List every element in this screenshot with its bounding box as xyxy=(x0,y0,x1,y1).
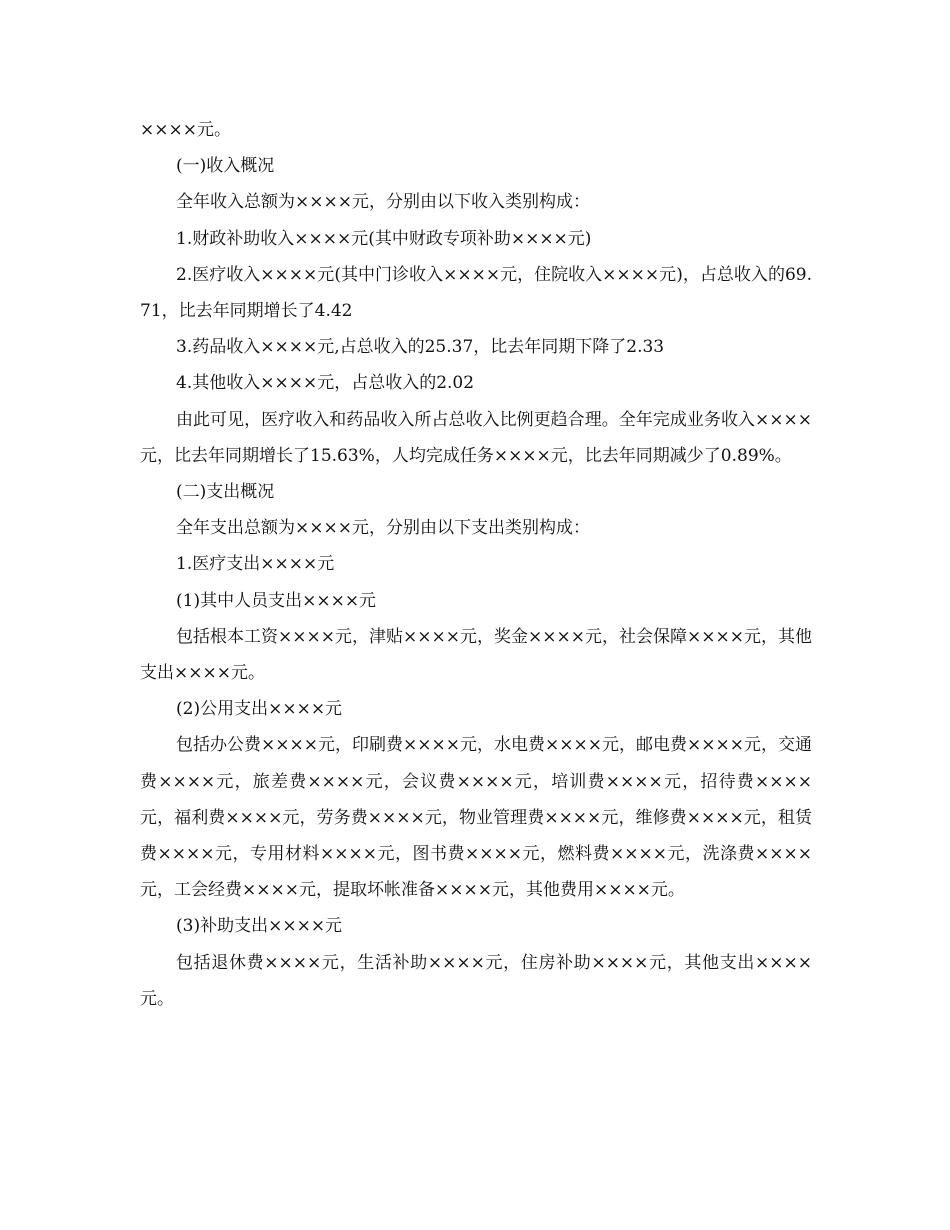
paragraph-public-detail: 包括办公费××××元，印刷费××××元，水电费××××元，邮电费××××元，交通费××××元，旅差费××××元，会议费××××元，培训费××××元，招待费××××元，福利费××××元，劳务费××××元，物业管理费××××元，维修费××××元，租赁费××××元，专用材料××××元，图书费××××元，燃料费××××元，洗涤费××××元，工会经费××××元，提取坏帐准备××××元，其他费用××××元。 xyxy=(140,735,812,901)
subheading-subsidy-expenditure: (3)补助支出××××元 xyxy=(176,916,343,937)
paragraph-continuation: ××××元。 xyxy=(140,120,231,140)
list-item-medical-income: 2.医疗收入××××元(其中门诊收入××××元，住院收入××××元)，占总收入的69.71，比去年同期增长了4.42 xyxy=(140,264,812,322)
subheading-public-expenditure: (2)公用支出××××元 xyxy=(176,699,343,720)
list-item-fiscal-subsidy: 1.财政补助收入××××元(其中财政专项补助××××元) xyxy=(176,228,592,249)
paragraph-income-total: 全年收入总额为××××元，分别由以下收入类别构成： xyxy=(176,192,590,213)
subheading-personnel-expenditure: (1)其中人员支出××××元 xyxy=(176,590,377,611)
paragraph-income-summary: 由此可见，医疗收入和药品收入所占总收入比例更趋合理。全年完成业务收入××××元，比去年同期增长了15.63%，人均完成任务××××元，比去年同期减少了0.89%。 xyxy=(140,409,812,466)
paragraph-subsidy-detail: 包括退休费××××元，生活补助××××元，住房补助××××元，其他支出××××元。 xyxy=(140,952,812,1009)
list-item-other-income: 4.其他收入××××元，占总收入的2.02 xyxy=(176,373,475,394)
list-item-medical-expenditure: 1.医疗支出××××元 xyxy=(176,554,335,575)
section-heading-income: (一)收入概况 xyxy=(176,156,275,177)
list-item-drug-income: 3.药品收入××××元,占总收入的25.37，比去年同期下降了2.33 xyxy=(176,337,665,358)
paragraph-personnel-detail: 包括根本工资××××元，津贴××××元，奖金××××元，社会保障××××元，其他支出××××元。 xyxy=(140,626,812,684)
document-body xyxy=(140,112,812,1017)
section-heading-expenditure: (二)支出概况 xyxy=(176,482,275,503)
paragraph-expenditure-total: 全年支出总额为××××元，分别由以下支出类别构成： xyxy=(176,518,590,539)
